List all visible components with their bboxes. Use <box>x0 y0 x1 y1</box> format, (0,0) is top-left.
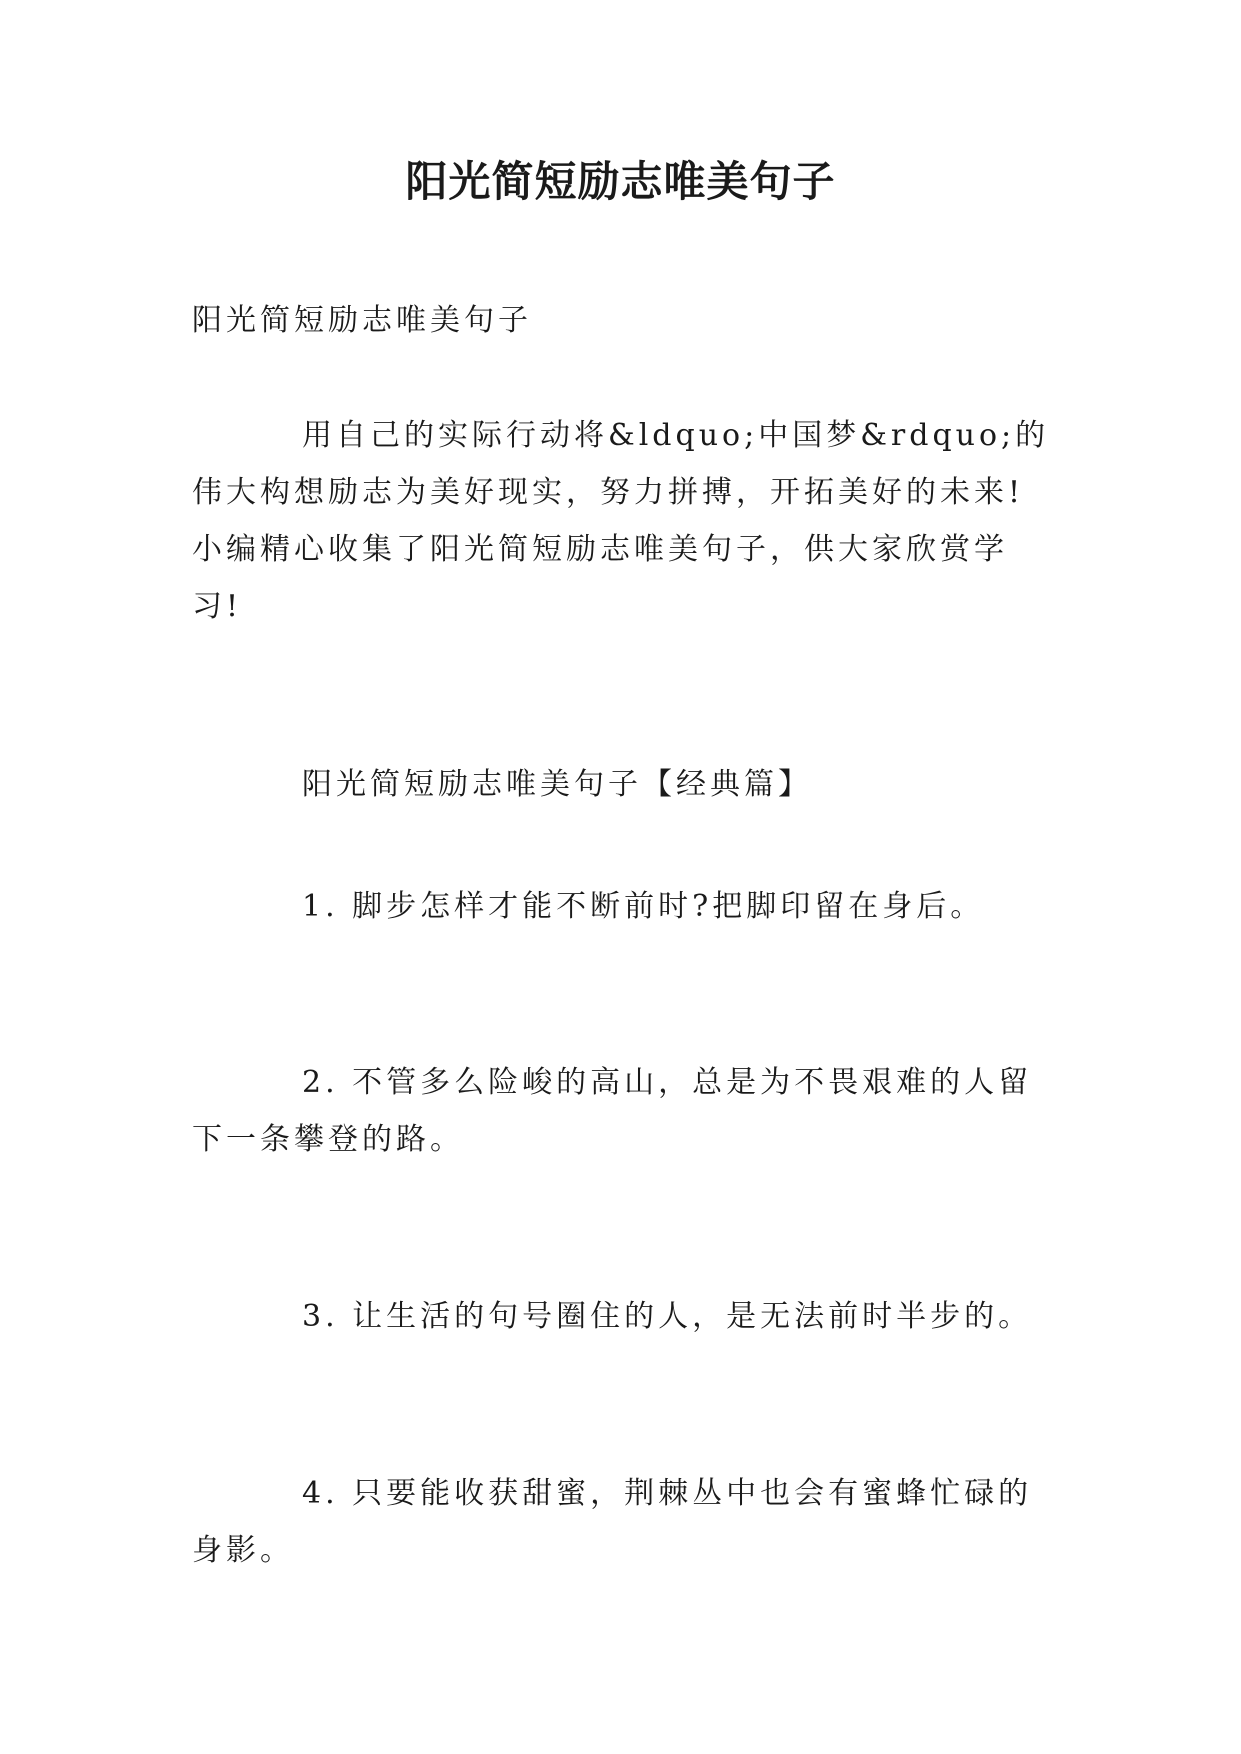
list-item: 2. 不管多么险峻的高山，总是为不畏艰难的人留下一条攀登的路。 <box>192 1065 1033 1157</box>
document-title: 阳光简短励志唯美句子 <box>405 157 836 206</box>
list-item: 4. 只要能收获甜蜜，荆棘丛中也会有蜜蜂忙碌的身影。 <box>192 1476 1033 1568</box>
list-item: 3. 让生活的句号圈住的人，是无法前时半步的。 <box>302 1299 1033 1334</box>
section-heading: 阳光简短励志唯美句子【经典篇】 <box>302 767 812 802</box>
document-subtitle: 阳光简短励志唯美句子 <box>192 303 532 338</box>
intro-paragraph: 用自己的实际行动将&ldquo;中国梦&rdquo;的伟大构想励志为美好现实，努力拼搏，开拓美好的未来!小编精心收集了阳光简短励志唯美句子，供大家欣赏学习! <box>192 418 1050 624</box>
list-item: 1. 脚步怎样才能不断前时?把脚印留在身后。 <box>302 889 985 924</box>
